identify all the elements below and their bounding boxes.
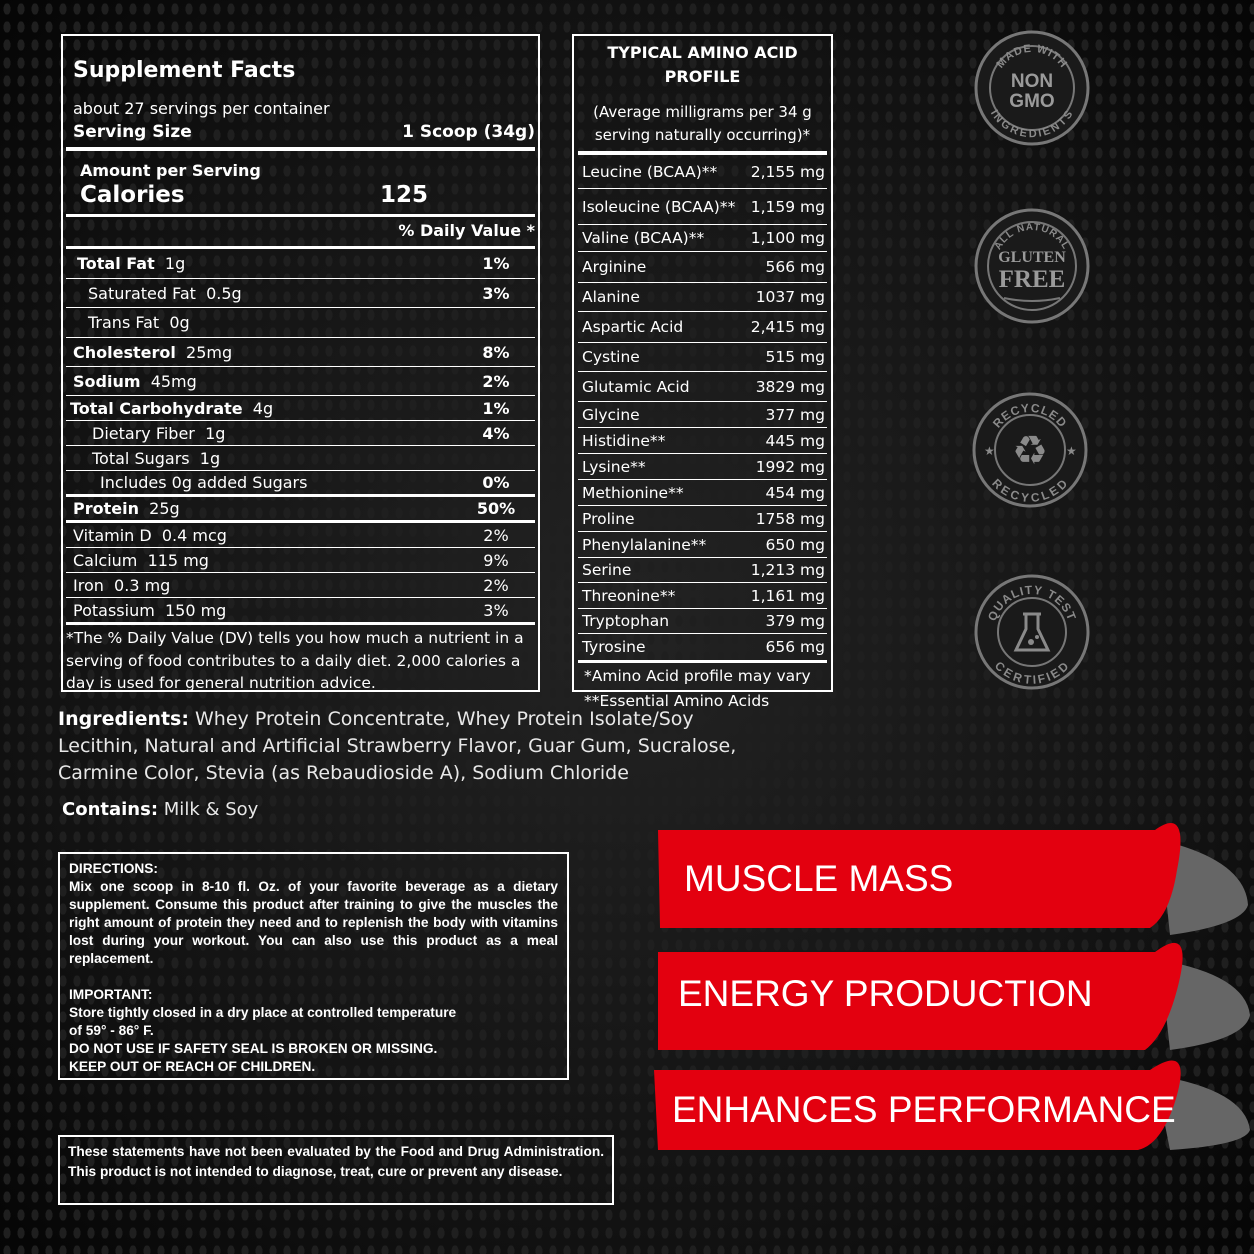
amino-row bbox=[578, 343, 827, 372]
amino-value: 515 mg bbox=[765, 348, 825, 366]
supplement-facts-title: Supplement Facts bbox=[73, 58, 296, 83]
amino-name: Isoleucine (BCAA)** bbox=[582, 197, 736, 216]
amino-value: 1992 mg bbox=[755, 457, 825, 476]
nutrient-dv: 50% bbox=[476, 499, 516, 518]
amino-name: Threonine** bbox=[582, 586, 676, 605]
amino-name: Tryptophan bbox=[582, 612, 670, 630]
nutrient-amount: 0.3 mg bbox=[114, 575, 171, 595]
nutrient-amount: 25mg bbox=[186, 342, 233, 362]
nutrient-amount: 1g bbox=[164, 254, 186, 273]
amino-name: Arginine bbox=[582, 258, 647, 276]
warning-children: KEEP OUT OF REACH OF CHILDREN. bbox=[69, 1059, 316, 1074]
amino-footnote-essential: **Essential Amino Acids bbox=[584, 692, 770, 710]
calories-label: Calories bbox=[80, 182, 185, 208]
amino-row bbox=[578, 312, 827, 343]
nutrient-name: Protein bbox=[73, 499, 139, 518]
ingredients-text: Whey Protein Concentrate, Whey Protein Isolate/Soy Lecithin, Natural and Artificial Strawberry Flavor, Guar Gum, Sucralose, Carmine Color, Stevia (as Rebaudioside A), Sodium Chloride bbox=[58, 708, 737, 784]
nutrient-amount: 115 mg bbox=[147, 550, 209, 570]
amino-row bbox=[578, 402, 827, 428]
nutrient-amount: 0g bbox=[169, 313, 190, 332]
amino-value: 1758 mg bbox=[755, 509, 825, 528]
amino-name: Glutamic Acid bbox=[582, 377, 690, 396]
amino-title: TYPICAL AMINO ACID PROFILE bbox=[607, 43, 798, 86]
amount-per-serving: Amount per Serving bbox=[80, 161, 261, 180]
banner-energy-production: ENERGY PRODUCTION bbox=[678, 973, 1093, 1014]
badge-text: RECYCLED bbox=[990, 400, 1070, 431]
nutrient-dv: 0% bbox=[482, 473, 510, 492]
nutrient-row bbox=[66, 421, 535, 446]
nutrient-row bbox=[66, 471, 535, 497]
daily-value-footnote: *The % Daily Value (DV) tells you how much a nutrient in a serving of food contributes to a daily diet. 2,000 calories a day is used for general nutrition advice. bbox=[66, 629, 524, 692]
nutrient-row bbox=[66, 548, 535, 573]
badge-text: GLUTEN bbox=[998, 249, 1066, 266]
ingredients-block bbox=[58, 706, 738, 787]
nutrient-row bbox=[66, 573, 535, 598]
nutrient-row bbox=[66, 249, 535, 279]
nutrient-amount: 0.4 mcg bbox=[161, 525, 227, 545]
amino-name: Methionine** bbox=[582, 483, 684, 502]
badge-text: GMO bbox=[1009, 91, 1055, 112]
amino-value: 377 mg bbox=[765, 405, 825, 424]
nutrient-row bbox=[66, 367, 535, 396]
nutrient-amount: 1g bbox=[199, 448, 221, 468]
amino-value: 3829 mg bbox=[755, 377, 825, 396]
nutrient-row bbox=[66, 446, 535, 471]
amino-value: 2,155 mg bbox=[750, 162, 825, 181]
nutrient-name: Total Fat bbox=[77, 254, 155, 273]
amino-value: 379 mg bbox=[765, 612, 825, 630]
amino-value: 454 mg bbox=[765, 483, 825, 502]
amino-value: 1,159 mg bbox=[750, 197, 825, 216]
star-icon: ★ bbox=[984, 444, 995, 458]
amino-name: Leucine (BCAA)** bbox=[582, 162, 718, 181]
nutrient-name: Potassium bbox=[73, 600, 155, 620]
nutrient-name: Iron bbox=[73, 575, 104, 595]
nutrient-name: Includes 0g added Sugars bbox=[100, 473, 308, 492]
serving-size-label: Serving Size bbox=[73, 122, 192, 142]
amino-name: Serine bbox=[582, 561, 632, 579]
amino-row bbox=[578, 454, 827, 480]
nutrient-amount: 4g bbox=[252, 398, 274, 418]
amino-value: 656 mg bbox=[765, 638, 825, 656]
amino-value: 1,161 mg bbox=[750, 586, 825, 605]
nutrient-name: Total Carbohydrate bbox=[70, 398, 243, 418]
nutrient-amount: 0.5g bbox=[206, 283, 242, 303]
amino-row bbox=[578, 583, 827, 609]
nutrient-name: Dietary Fiber bbox=[92, 423, 195, 443]
amino-value: 566 mg bbox=[765, 258, 825, 276]
nutrient-row bbox=[66, 308, 535, 338]
badge-text: FREE bbox=[998, 266, 1066, 293]
badge-text: MADE WITH bbox=[994, 42, 1070, 71]
nutrient-row bbox=[66, 396, 535, 421]
directions-heading: DIRECTIONS: bbox=[69, 861, 158, 876]
calories-row bbox=[66, 180, 535, 217]
amino-name: Phenylalanine** bbox=[582, 535, 707, 554]
nutrient-row bbox=[66, 523, 535, 548]
amino-row bbox=[578, 189, 827, 225]
amino-acid-panel bbox=[572, 34, 833, 710]
amino-name: Tyrosine bbox=[582, 638, 646, 656]
badge-text: CERTIFIED bbox=[991, 658, 1073, 687]
amino-row bbox=[578, 634, 827, 663]
warning-seal: DO NOT USE IF SAFETY SEAL IS BROKEN OR MISSING. bbox=[69, 1041, 438, 1056]
amino-name: Valine (BCAA)** bbox=[582, 229, 705, 247]
nutrient-dv: 8% bbox=[482, 342, 510, 362]
badge-text: ALL NATURAL bbox=[992, 221, 1072, 252]
storage-line-2: of 59° - 86° F. bbox=[69, 1023, 154, 1038]
recycle-badge-icon bbox=[972, 392, 1088, 508]
amino-name: Cystine bbox=[582, 348, 640, 366]
nutrient-amount: 45mg bbox=[150, 371, 197, 391]
nutrient-dv: 3% bbox=[483, 600, 509, 620]
nutrient-name: Cholesterol bbox=[73, 342, 176, 362]
badge-text: INGREDIENTS bbox=[987, 107, 1076, 141]
amino-name: Aspartic Acid bbox=[582, 318, 684, 336]
amino-value: 650 mg bbox=[765, 535, 825, 554]
fda-disclaimer-text: These statements have not been evaluated by the Food and Drug Administration. This product is not intended to diagnose, treat, cure or prevent any disease. bbox=[68, 1144, 604, 1179]
nutrient-dv: 4% bbox=[482, 423, 510, 443]
contains-label: Contains: bbox=[62, 799, 159, 820]
star-icon: ★ bbox=[1066, 444, 1077, 458]
servings-per-container: about 27 servings per container bbox=[73, 99, 330, 118]
nutrient-name: Vitamin D bbox=[73, 525, 152, 545]
amino-row bbox=[578, 532, 827, 558]
nutrient-row bbox=[66, 598, 535, 625]
amino-row bbox=[578, 283, 827, 312]
nutrient-dv: 1% bbox=[482, 254, 510, 273]
storage-line-1: Store tightly closed in a dry place at controlled temperature bbox=[69, 1005, 457, 1020]
banner-muscle-mass: MUSCLE MASS bbox=[684, 858, 954, 899]
amino-list bbox=[578, 155, 827, 663]
nutrient-amount: 25g bbox=[149, 499, 180, 518]
nutrient-row bbox=[66, 497, 535, 523]
amino-value: 1,100 mg bbox=[750, 229, 825, 247]
important-heading: IMPORTANT: bbox=[69, 987, 153, 1002]
nutrient-name: Trans Fat bbox=[88, 313, 160, 332]
amino-name: Lysine** bbox=[582, 457, 646, 476]
amino-value: 2,415 mg bbox=[750, 318, 825, 336]
amino-row bbox=[578, 558, 827, 583]
nutrient-dv: 3% bbox=[482, 283, 510, 303]
amino-name: Proline bbox=[582, 509, 635, 528]
amino-value: 1037 mg bbox=[755, 288, 825, 306]
nutrient-amount: 1g bbox=[205, 423, 226, 443]
nutrient-dv: 2% bbox=[483, 525, 509, 545]
daily-value-header: % Daily Value * bbox=[66, 217, 535, 249]
amino-name: Histidine** bbox=[582, 431, 666, 450]
contains-block bbox=[62, 799, 258, 820]
directions-text: Mix one scoop in 8-10 fl. Oz. of your favorite beverage as a dietary supplement. Consume this product after training to give the muscles the right amount of protein they need and to replenish the body with vitamins lost during your workout. You can also use this product as a meal replacement. bbox=[69, 879, 558, 966]
amino-row bbox=[578, 225, 827, 252]
nutrient-amount: 150 mg bbox=[164, 600, 227, 620]
amino-value: 1,213 mg bbox=[750, 561, 825, 579]
banner-enhances-performance: ENHANCES PERFORMANCE bbox=[672, 1089, 1176, 1130]
nutrient-row bbox=[66, 279, 535, 308]
serving-size-row bbox=[66, 118, 535, 151]
recycle-icon: ♻ bbox=[1012, 428, 1048, 474]
calories-value: 125 bbox=[380, 182, 429, 208]
nutrient-name: Calcium bbox=[73, 550, 138, 570]
amino-row bbox=[578, 428, 827, 454]
amino-footnote-vary: *Amino Acid profile may vary bbox=[584, 667, 811, 685]
ingredients-label: Ingredients: bbox=[58, 708, 189, 730]
amino-name: Alanine bbox=[582, 288, 640, 306]
amino-subtitle: (Average milligrams per 34 g serving naturally occurring)* bbox=[578, 101, 827, 155]
directions-panel bbox=[58, 852, 569, 1080]
nutrient-name: Saturated Fat bbox=[88, 283, 196, 303]
nutrient-name: Sodium bbox=[73, 371, 141, 391]
nutrient-row bbox=[66, 338, 535, 367]
amino-value: 445 mg bbox=[765, 431, 825, 450]
amino-row bbox=[578, 480, 827, 506]
badge-text: QUALITY TEST bbox=[984, 582, 1080, 623]
nutrient-dv: 2% bbox=[482, 371, 510, 391]
nutrient-dv: 9% bbox=[483, 550, 509, 570]
badge-text: RECYCLED bbox=[989, 475, 1071, 505]
amino-row bbox=[578, 252, 827, 283]
nutrient-name: Total Sugars bbox=[92, 448, 190, 468]
contains-text: Milk & Soy bbox=[163, 799, 259, 820]
amino-name: Glycine bbox=[582, 405, 640, 424]
nutrient-dv: 1% bbox=[482, 398, 510, 418]
amino-row bbox=[578, 506, 827, 532]
gluten-free-badge-icon bbox=[974, 208, 1090, 324]
nutrient-dv: 2% bbox=[483, 575, 509, 595]
serving-size-value: 1 Scoop (34g) bbox=[402, 122, 535, 142]
quality-test-badge-icon bbox=[974, 574, 1090, 690]
non-gmo-badge-icon bbox=[974, 30, 1090, 146]
amino-row bbox=[578, 155, 827, 189]
fda-disclaimer bbox=[58, 1135, 614, 1205]
amino-row bbox=[578, 609, 827, 634]
badge-text: NON bbox=[1010, 71, 1054, 92]
supplement-facts-panel bbox=[61, 34, 540, 692]
amino-row bbox=[578, 372, 827, 402]
